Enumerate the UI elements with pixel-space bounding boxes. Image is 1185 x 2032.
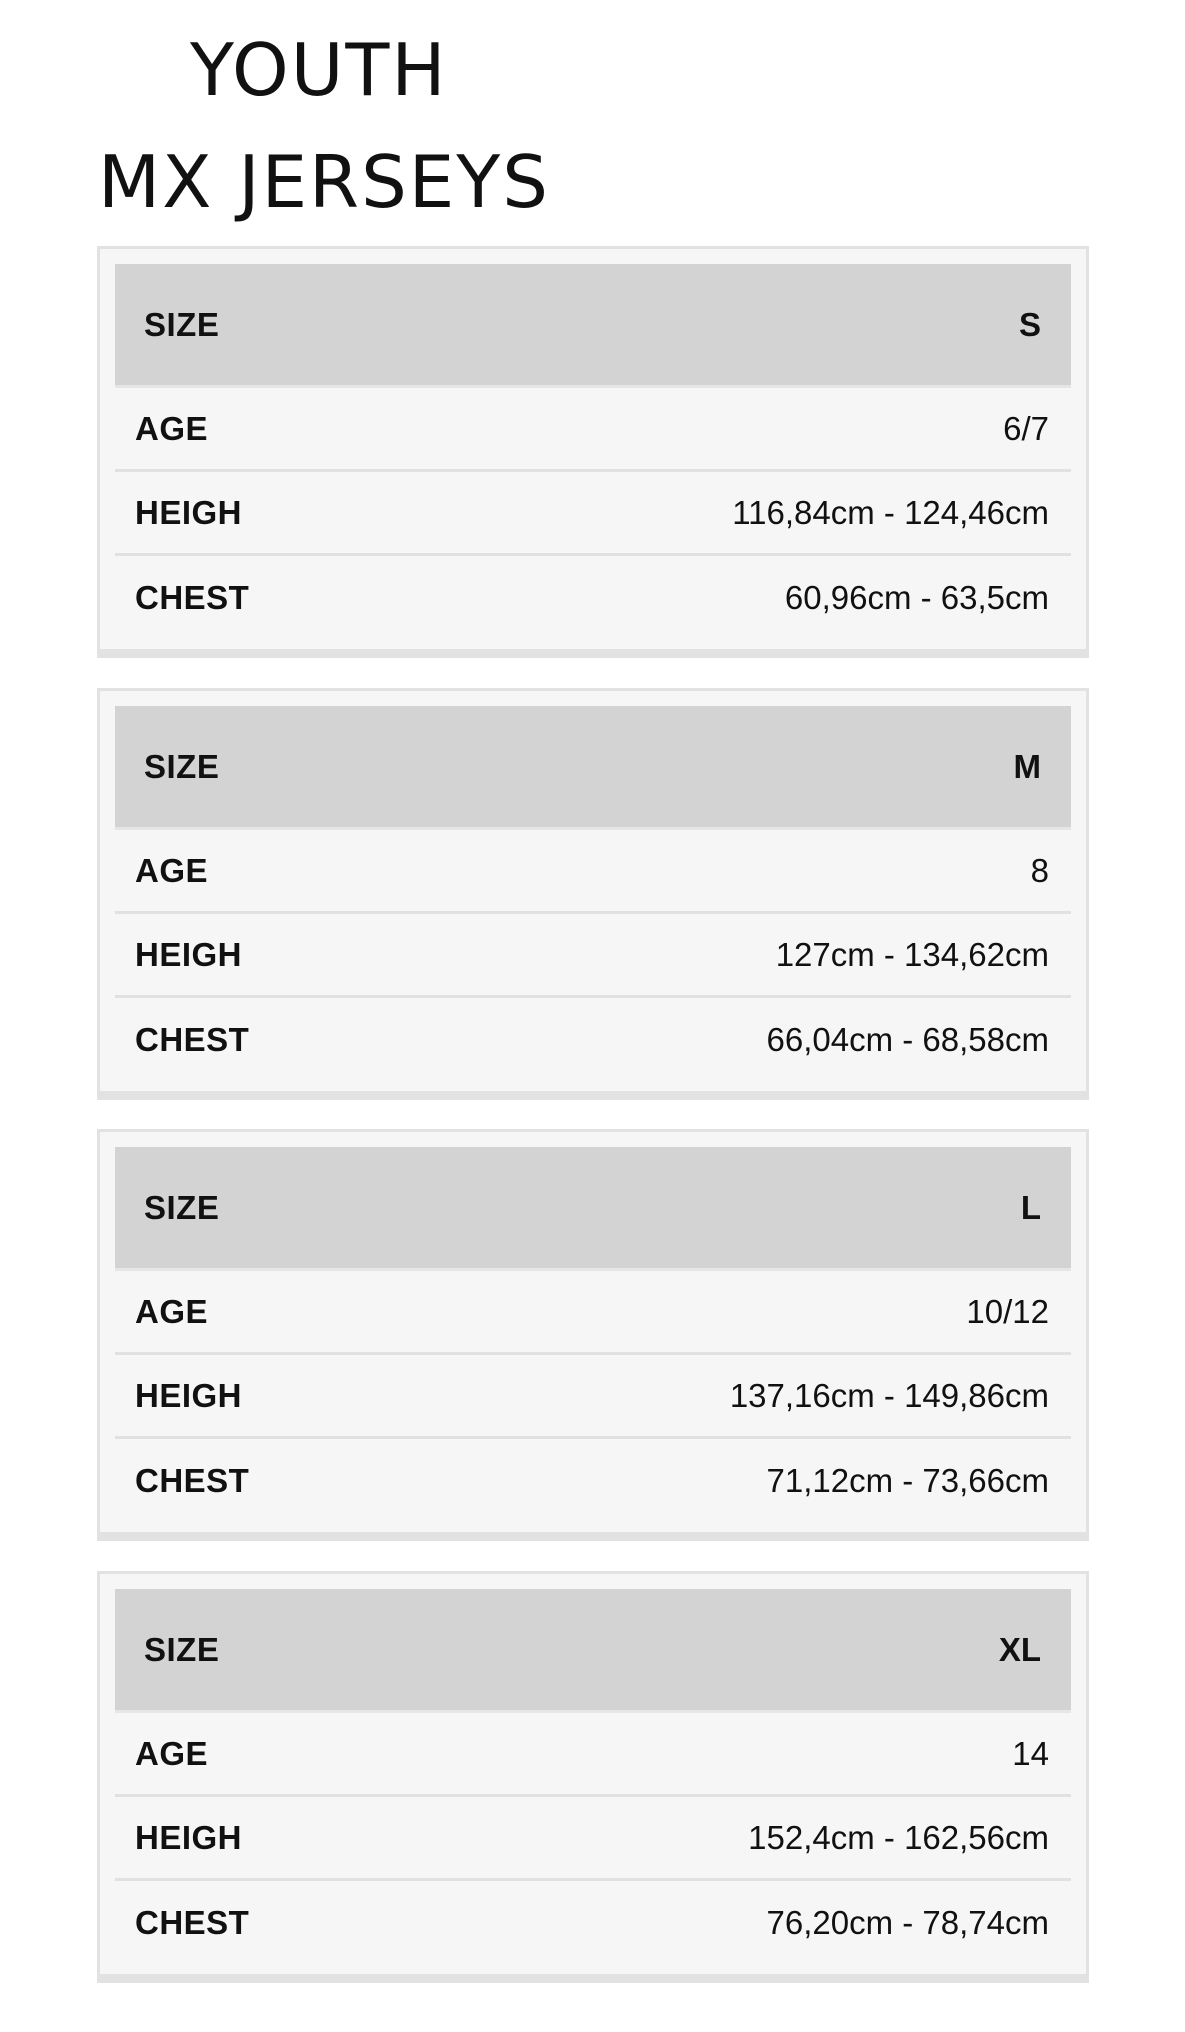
height-value: 137,16cm - 149,86cm (729, 1376, 1049, 1414)
chest-label: CHEST (135, 1021, 250, 1058)
size-header-label: SIZE (144, 1188, 220, 1226)
height-label: HEIGH (135, 1376, 243, 1414)
chest-value: 66,04cm - 68,58cm (766, 1021, 1049, 1058)
height-row (115, 1797, 1071, 1881)
chest-row (115, 1881, 1071, 1965)
age-row (115, 1713, 1071, 1797)
age-value: 8 (1030, 851, 1049, 889)
age-label: AGE (135, 1292, 209, 1330)
chest-label: CHEST (135, 579, 250, 616)
chest-value: 60,96cm - 63,5cm (784, 579, 1049, 616)
size-header-label: SIZE (144, 747, 220, 785)
size-header-label: SIZE (144, 1630, 220, 1668)
age-row (115, 1271, 1071, 1355)
age-label: AGE (135, 1734, 209, 1772)
size-card-l (97, 1129, 1089, 1541)
chest-row (115, 556, 1071, 640)
age-label: AGE (135, 409, 209, 447)
size-header-value: XL (998, 1630, 1041, 1668)
age-value: 14 (1012, 1734, 1049, 1772)
height-row (115, 472, 1071, 556)
size-header-row (115, 1147, 1071, 1271)
page-title-line-mx-jerseys: MX JERSEYS (98, 140, 550, 224)
height-label: HEIGH (135, 1818, 243, 1856)
size-header-value: S (1018, 305, 1041, 343)
size-card-xl (97, 1571, 1089, 1983)
size-header-row (115, 264, 1071, 388)
size-card-s (97, 246, 1089, 658)
size-header-row (115, 1589, 1071, 1713)
page-title-line-youth: YOUTH (190, 28, 448, 112)
age-label: AGE (135, 851, 209, 889)
height-row (115, 1355, 1071, 1439)
chest-row (115, 998, 1071, 1082)
size-header-label: SIZE (144, 305, 220, 343)
height-row (115, 914, 1071, 998)
size-header-row (115, 706, 1071, 830)
age-row (115, 830, 1071, 914)
chest-label: CHEST (135, 1904, 250, 1941)
chest-value: 76,20cm - 78,74cm (766, 1904, 1049, 1941)
chest-row (115, 1439, 1071, 1523)
chest-label: CHEST (135, 1462, 250, 1499)
size-header-value: M (1013, 747, 1041, 785)
chest-value: 71,12cm - 73,66cm (766, 1462, 1049, 1499)
page-title (0, 14, 550, 238)
height-label: HEIGH (135, 493, 243, 531)
age-value: 6/7 (1003, 409, 1049, 447)
size-card-m (97, 688, 1089, 1100)
height-label: HEIGH (135, 935, 243, 973)
age-value: 10/12 (966, 1292, 1049, 1330)
height-value: 127cm - 134,62cm (775, 935, 1049, 973)
age-row (115, 388, 1071, 472)
height-value: 116,84cm - 124,46cm (732, 493, 1049, 531)
size-header-value: L (1020, 1188, 1041, 1226)
height-value: 152,4cm - 162,56cm (748, 1818, 1049, 1856)
